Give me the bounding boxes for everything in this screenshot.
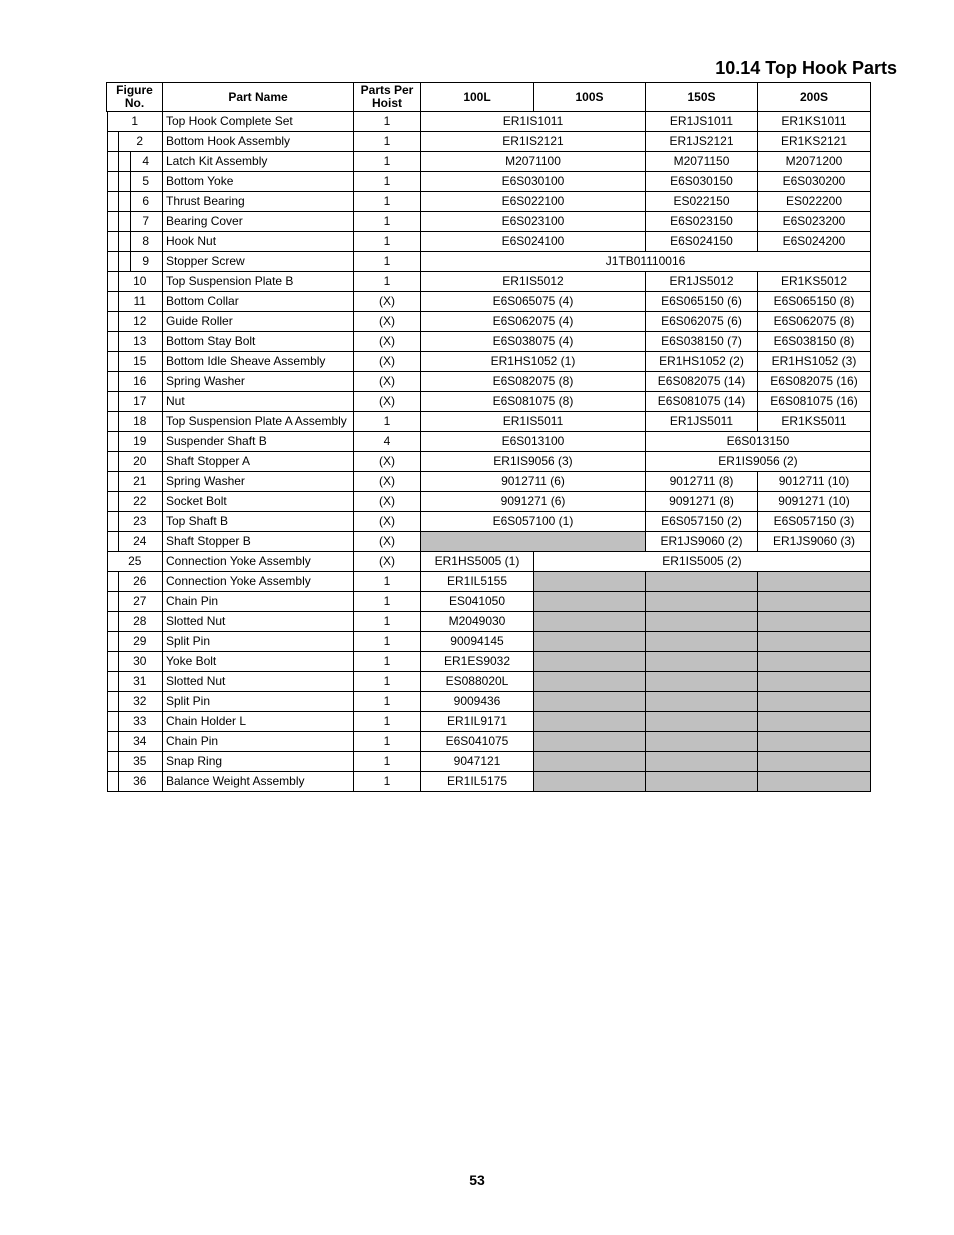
part-number: ER1IS5012 — [421, 272, 646, 292]
table-row — [107, 312, 871, 332]
header-200s: 200S — [758, 83, 871, 112]
parts-per-hoist: 1 — [354, 212, 421, 232]
parts-per-hoist: 1 — [354, 732, 421, 752]
part-name: Suspender Shaft B — [163, 432, 354, 452]
figure-no-cell — [107, 672, 163, 692]
parts-per-hoist: (X) — [354, 352, 421, 372]
figure-no-cell — [107, 412, 163, 432]
parts-per-hoist: (X) — [354, 452, 421, 472]
figure-no-cell — [107, 352, 163, 372]
part-name: Nut — [163, 392, 354, 412]
figure-no-cell — [107, 592, 163, 612]
figure-no: 1 — [107, 112, 163, 131]
part-number: 9012711 (8) — [646, 472, 758, 492]
part-number: ER1IS5011 — [421, 412, 646, 432]
parts-per-hoist: 1 — [354, 672, 421, 692]
table-row — [107, 552, 871, 572]
table-row — [107, 512, 871, 532]
part-number: ER1KS2121 — [758, 132, 871, 152]
part-number: ER1ES9032 — [421, 652, 534, 672]
not-applicable-cell — [646, 772, 758, 792]
figure-no-cell — [107, 612, 163, 632]
table-row — [107, 572, 871, 592]
part-number: E6S013150 — [646, 432, 871, 452]
table-row — [107, 652, 871, 672]
part-name: Top Suspension Plate A Assembly — [163, 412, 354, 432]
figure-no: 12 — [107, 312, 163, 331]
part-number: E6S038150 (8) — [758, 332, 871, 352]
header-parts-per-hoist: Parts Per Hoist — [354, 83, 421, 112]
figure-no: 15 — [107, 352, 163, 371]
part-number: ER1IS9056 (2) — [646, 452, 871, 472]
part-number: ER1IL5175 — [421, 772, 534, 792]
not-applicable-cell — [534, 692, 646, 712]
part-name: Thrust Bearing — [163, 192, 354, 212]
figure-no-cell — [107, 252, 163, 272]
part-name: Spring Washer — [163, 372, 354, 392]
part-number: E6S024150 — [646, 232, 758, 252]
figure-no-cell — [107, 272, 163, 292]
parts-per-hoist: 1 — [354, 192, 421, 212]
table-row — [107, 352, 871, 372]
parts-per-hoist: 1 — [354, 612, 421, 632]
header-100s: 100S — [534, 83, 646, 112]
figure-no: 33 — [107, 712, 163, 731]
part-number: E6S057150 (2) — [646, 512, 758, 532]
table-row — [107, 452, 871, 472]
part-number: ER1JS1011 — [646, 112, 758, 132]
part-name: Connection Yoke Assembly — [163, 572, 354, 592]
part-name: Split Pin — [163, 692, 354, 712]
figure-no: 29 — [107, 632, 163, 651]
figure-no-cell — [107, 332, 163, 352]
not-applicable-cell — [534, 592, 646, 612]
part-number: ES041050 — [421, 592, 534, 612]
parts-per-hoist: 1 — [354, 752, 421, 772]
part-name: Split Pin — [163, 632, 354, 652]
part-number: ER1JS5012 — [646, 272, 758, 292]
figure-no: 5 — [107, 172, 163, 191]
part-number: E6S022100 — [421, 192, 646, 212]
figure-no: 36 — [107, 772, 163, 791]
figure-no: 10 — [107, 272, 163, 291]
figure-no: 19 — [107, 432, 163, 451]
part-number: E6S024200 — [758, 232, 871, 252]
not-applicable-cell — [534, 752, 646, 772]
not-applicable-cell — [534, 732, 646, 752]
part-number: ER1IL5155 — [421, 572, 534, 592]
table-row — [107, 192, 871, 212]
part-name: Slotted Nut — [163, 672, 354, 692]
part-number: E6S030150 — [646, 172, 758, 192]
part-number: E6S038150 (7) — [646, 332, 758, 352]
parts-per-hoist: 1 — [354, 592, 421, 612]
not-applicable-cell — [421, 532, 646, 552]
figure-no-cell — [107, 772, 163, 792]
not-applicable-cell — [534, 772, 646, 792]
figure-no: 25 — [107, 552, 163, 571]
table-row — [107, 372, 871, 392]
figure-no: 16 — [107, 372, 163, 391]
part-number: E6S057100 (1) — [421, 512, 646, 532]
not-applicable-cell — [534, 652, 646, 672]
not-applicable-cell — [646, 632, 758, 652]
figure-no-cell — [107, 152, 163, 172]
part-number: E6S023150 — [646, 212, 758, 232]
part-number: ER1IS5005 (2) — [534, 552, 871, 572]
not-applicable-cell — [758, 672, 871, 692]
page-title: 10.14 Top Hook Parts — [715, 58, 897, 78]
table-row — [107, 392, 871, 412]
parts-per-hoist: 1 — [354, 632, 421, 652]
part-name: Bearing Cover — [163, 212, 354, 232]
not-applicable-cell — [646, 612, 758, 632]
parts-per-hoist: (X) — [354, 552, 421, 572]
part-name: Balance Weight Assembly — [163, 772, 354, 792]
header-part-name: Part Name — [163, 83, 354, 112]
not-applicable-cell — [534, 672, 646, 692]
part-number: E6S038075 (4) — [421, 332, 646, 352]
parts-per-hoist: 4 — [354, 432, 421, 452]
part-number: ER1KS5012 — [758, 272, 871, 292]
not-applicable-cell — [758, 732, 871, 752]
part-number: E6S081075 (14) — [646, 392, 758, 412]
figure-no-cell — [107, 492, 163, 512]
part-number: E6S023200 — [758, 212, 871, 232]
not-applicable-cell — [534, 712, 646, 732]
table-row — [107, 252, 871, 272]
part-name: Bottom Hook Assembly — [163, 132, 354, 152]
parts-per-hoist: 1 — [354, 112, 421, 132]
part-name: Bottom Yoke — [163, 172, 354, 192]
figure-no: 7 — [107, 212, 163, 231]
part-name: Top Suspension Plate B — [163, 272, 354, 292]
not-applicable-cell — [646, 572, 758, 592]
not-applicable-cell — [646, 752, 758, 772]
part-name: Latch Kit Assembly — [163, 152, 354, 172]
part-number: E6S081075 (16) — [758, 392, 871, 412]
figure-no: 20 — [107, 452, 163, 471]
figure-no: 22 — [107, 492, 163, 511]
parts-per-hoist: 1 — [354, 252, 421, 272]
part-name: Bottom Stay Bolt — [163, 332, 354, 352]
part-name: Guide Roller — [163, 312, 354, 332]
table-row — [107, 592, 871, 612]
part-name: Spring Washer — [163, 472, 354, 492]
part-name: Chain Pin — [163, 592, 354, 612]
figure-no: 34 — [107, 732, 163, 751]
not-applicable-cell — [534, 612, 646, 632]
part-name: Bottom Idle Sheave Assembly — [163, 352, 354, 372]
not-applicable-cell — [758, 692, 871, 712]
part-number: M2071100 — [421, 152, 646, 172]
part-number: ES088020L — [421, 672, 534, 692]
figure-no: 4 — [107, 152, 163, 171]
table-row — [107, 772, 871, 792]
figure-no-cell — [107, 532, 163, 552]
table-row — [107, 612, 871, 632]
part-number: E6S062075 (6) — [646, 312, 758, 332]
part-name: Shaft Stopper B — [163, 532, 354, 552]
figure-no: 18 — [107, 412, 163, 431]
table-header-row — [107, 83, 871, 112]
not-applicable-cell — [758, 592, 871, 612]
part-number: E6S024100 — [421, 232, 646, 252]
not-applicable-cell — [646, 712, 758, 732]
part-name: Bottom Collar — [163, 292, 354, 312]
header-figure-no: Figure No. — [107, 83, 163, 112]
table-row — [107, 532, 871, 552]
parts-per-hoist: 1 — [354, 152, 421, 172]
parts-per-hoist: (X) — [354, 472, 421, 492]
part-number: ER1JS5011 — [646, 412, 758, 432]
part-number: E6S065150 (6) — [646, 292, 758, 312]
part-number: ER1IS1011 — [421, 112, 646, 132]
figure-no: 23 — [107, 512, 163, 531]
part-number: ER1IS9056 (3) — [421, 452, 646, 472]
part-number: ER1HS1052 (2) — [646, 352, 758, 372]
figure-no: 31 — [107, 672, 163, 691]
parts-per-hoist: (X) — [354, 372, 421, 392]
table-row — [107, 152, 871, 172]
figure-no: 8 — [107, 232, 163, 251]
table-row — [107, 132, 871, 152]
parts-per-hoist: 1 — [354, 232, 421, 252]
parts-per-hoist: 1 — [354, 132, 421, 152]
table-row — [107, 112, 871, 132]
figure-no-cell — [107, 292, 163, 312]
part-number: 9009436 — [421, 692, 534, 712]
figure-no: 35 — [107, 752, 163, 771]
not-applicable-cell — [646, 672, 758, 692]
parts-per-hoist: 1 — [354, 712, 421, 732]
figure-no-cell — [107, 692, 163, 712]
part-number: 9091271 (10) — [758, 492, 871, 512]
figure-no-cell — [107, 392, 163, 412]
part-number: ER1JS9060 (2) — [646, 532, 758, 552]
table-row — [107, 332, 871, 352]
not-applicable-cell — [758, 572, 871, 592]
parts-per-hoist: (X) — [354, 292, 421, 312]
figure-no-cell — [107, 452, 163, 472]
header-150s: 150S — [646, 83, 758, 112]
figure-no: 6 — [107, 192, 163, 211]
part-number: E6S065075 (4) — [421, 292, 646, 312]
part-number: ER1IS2121 — [421, 132, 646, 152]
figure-no: 28 — [107, 612, 163, 631]
part-number: ES022200 — [758, 192, 871, 212]
figure-no-cell — [107, 752, 163, 772]
not-applicable-cell — [758, 612, 871, 632]
part-name: Snap Ring — [163, 752, 354, 772]
figure-no-cell — [107, 512, 163, 532]
table-row — [107, 732, 871, 752]
part-number: E6S065150 (8) — [758, 292, 871, 312]
not-applicable-cell — [534, 632, 646, 652]
figure-no-cell — [107, 712, 163, 732]
parts-per-hoist: (X) — [354, 392, 421, 412]
part-number: E6S030100 — [421, 172, 646, 192]
not-applicable-cell — [758, 772, 871, 792]
figure-no-cell — [107, 732, 163, 752]
not-applicable-cell — [646, 652, 758, 672]
parts-per-hoist: 1 — [354, 572, 421, 592]
part-number: 9091271 (6) — [421, 492, 646, 512]
part-name: Connection Yoke Assembly — [163, 552, 354, 572]
not-applicable-cell — [534, 572, 646, 592]
part-number: 9091271 (8) — [646, 492, 758, 512]
figure-no-cell — [107, 132, 163, 152]
page-number: 53 — [469, 1172, 485, 1188]
parts-per-hoist: 1 — [354, 772, 421, 792]
parts-per-hoist: (X) — [354, 492, 421, 512]
figure-no: 2 — [107, 132, 163, 151]
part-number: M2071150 — [646, 152, 758, 172]
figure-no-cell — [107, 632, 163, 652]
part-name: Hook Nut — [163, 232, 354, 252]
parts-per-hoist: 1 — [354, 412, 421, 432]
parts-table-body — [107, 112, 871, 792]
part-number: E6S041075 — [421, 732, 534, 752]
not-applicable-cell — [758, 712, 871, 732]
figure-no: 17 — [107, 392, 163, 411]
part-name: Top Shaft B — [163, 512, 354, 532]
part-number: E6S057150 (3) — [758, 512, 871, 532]
table-row — [107, 212, 871, 232]
figure-no-cell — [107, 312, 163, 332]
table-row — [107, 632, 871, 652]
part-number: J1TB01110016 — [421, 252, 871, 272]
part-number: E6S062075 (4) — [421, 312, 646, 332]
part-number: E6S013100 — [421, 432, 646, 452]
parts-per-hoist: 1 — [354, 652, 421, 672]
table-row — [107, 492, 871, 512]
part-number: E6S082075 (8) — [421, 372, 646, 392]
part-number: E6S082075 (16) — [758, 372, 871, 392]
parts-per-hoist: (X) — [354, 512, 421, 532]
part-number: 9012711 (10) — [758, 472, 871, 492]
parts-per-hoist: 1 — [354, 272, 421, 292]
figure-no: 24 — [107, 532, 163, 551]
not-applicable-cell — [646, 692, 758, 712]
figure-no: 11 — [107, 292, 163, 311]
part-number: E6S030200 — [758, 172, 871, 192]
part-number: M2071200 — [758, 152, 871, 172]
part-number: ER1KS5011 — [758, 412, 871, 432]
table-row — [107, 272, 871, 292]
parts-per-hoist: 1 — [354, 172, 421, 192]
figure-no-cell — [107, 192, 163, 212]
table-row — [107, 712, 871, 732]
part-name: Yoke Bolt — [163, 652, 354, 672]
table-row — [107, 232, 871, 252]
figure-no-cell — [107, 372, 163, 392]
parts-per-hoist: (X) — [354, 532, 421, 552]
table-row — [107, 692, 871, 712]
table-row — [107, 472, 871, 492]
part-number: 90094145 — [421, 632, 534, 652]
part-number: 9047121 — [421, 752, 534, 772]
table-row — [107, 752, 871, 772]
table-row — [107, 172, 871, 192]
part-number: ER1HS1052 (3) — [758, 352, 871, 372]
part-number: ER1KS1011 — [758, 112, 871, 132]
table-row — [107, 672, 871, 692]
figure-no: 30 — [107, 652, 163, 671]
figure-no-cell — [107, 212, 163, 232]
not-applicable-cell — [646, 592, 758, 612]
figure-no-cell — [107, 432, 163, 452]
part-name: Shaft Stopper A — [163, 452, 354, 472]
part-number: ER1IL9171 — [421, 712, 534, 732]
part-number: ER1JS2121 — [646, 132, 758, 152]
not-applicable-cell — [758, 752, 871, 772]
part-name: Stopper Screw — [163, 252, 354, 272]
parts-per-hoist: (X) — [354, 332, 421, 352]
header-100l: 100L — [421, 83, 534, 112]
part-name: Socket Bolt — [163, 492, 354, 512]
figure-no-cell — [107, 232, 163, 252]
figure-no-cell — [107, 472, 163, 492]
part-number: E6S023100 — [421, 212, 646, 232]
part-number: E6S062075 (8) — [758, 312, 871, 332]
parts-per-hoist: (X) — [354, 312, 421, 332]
figure-no-cell — [107, 552, 163, 572]
figure-no: 26 — [107, 572, 163, 591]
not-applicable-cell — [646, 732, 758, 752]
figure-no-cell — [107, 172, 163, 192]
part-number: E6S081075 (8) — [421, 392, 646, 412]
part-number: M2049030 — [421, 612, 534, 632]
part-number: ER1HS1052 (1) — [421, 352, 646, 372]
parts-table — [106, 82, 871, 792]
figure-no-cell — [107, 652, 163, 672]
part-number: ES022150 — [646, 192, 758, 212]
part-name: Slotted Nut — [163, 612, 354, 632]
part-number: 9012711 (6) — [421, 472, 646, 492]
part-number: ER1HS5005 (1) — [421, 552, 534, 572]
part-name: Chain Pin — [163, 732, 354, 752]
table-row — [107, 432, 871, 452]
figure-no: 32 — [107, 692, 163, 711]
parts-per-hoist: 1 — [354, 692, 421, 712]
figure-no: 9 — [107, 252, 163, 271]
figure-no: 27 — [107, 592, 163, 611]
table-row — [107, 292, 871, 312]
part-number: E6S082075 (14) — [646, 372, 758, 392]
table-row — [107, 412, 871, 432]
part-name: Top Hook Complete Set — [163, 112, 354, 132]
figure-no-cell — [107, 572, 163, 592]
figure-no: 21 — [107, 472, 163, 491]
part-name: Chain Holder L — [163, 712, 354, 732]
not-applicable-cell — [758, 652, 871, 672]
part-number: ER1JS9060 (3) — [758, 532, 871, 552]
not-applicable-cell — [758, 632, 871, 652]
figure-no: 13 — [107, 332, 163, 351]
figure-no-cell — [107, 112, 163, 132]
